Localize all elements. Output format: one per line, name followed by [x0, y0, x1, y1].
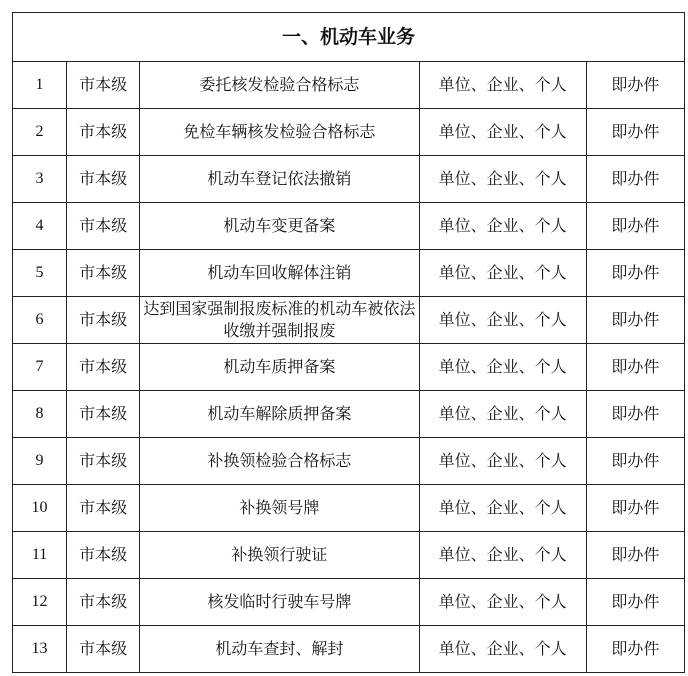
- row-level: 市本级: [67, 579, 140, 626]
- table-row: [13, 579, 685, 626]
- row-item-name: [140, 62, 419, 109]
- row-item-text: 补换领行驶证: [231, 545, 328, 564]
- row-applicant: 单位、企业、个人: [419, 626, 586, 673]
- row-item-text: 补换领号牌: [239, 498, 320, 517]
- row-number: 11: [13, 532, 67, 579]
- row-applicant: 单位、企业、个人: [419, 532, 586, 579]
- row-number: 7: [13, 344, 67, 391]
- row-item-text: 达到国家强制报废标准的机动车被依法收缴并强制报废: [143, 299, 416, 340]
- row-item-name: [140, 626, 419, 673]
- row-applicant: 单位、企业、个人: [419, 485, 586, 532]
- row-item-text: 核发临时行驶车号牌: [207, 592, 352, 611]
- row-number: 3: [13, 156, 67, 203]
- services-table-body: [13, 13, 685, 673]
- row-applicant: 单位、企业、个人: [419, 344, 586, 391]
- row-handling-type: 即办件: [586, 485, 684, 532]
- row-applicant: 单位、企业、个人: [419, 62, 586, 109]
- table-row: [13, 109, 685, 156]
- row-level: 市本级: [67, 203, 140, 250]
- row-applicant: 单位、企业、个人: [419, 250, 586, 297]
- row-item-text: 机动车解除质押备案: [207, 404, 352, 423]
- row-handling-type: 即办件: [586, 297, 684, 344]
- row-number: 6: [13, 297, 67, 344]
- row-item-name: [140, 203, 419, 250]
- row-handling-type: 即办件: [586, 156, 684, 203]
- row-number: 9: [13, 438, 67, 485]
- row-item-text: 机动车变更备案: [223, 216, 336, 235]
- table-row: [13, 203, 685, 250]
- table-row: [13, 485, 685, 532]
- row-handling-type: 即办件: [586, 532, 684, 579]
- row-item-name: [140, 438, 419, 485]
- row-item-name: [140, 391, 419, 438]
- row-applicant: 单位、企业、个人: [419, 391, 586, 438]
- row-level: 市本级: [67, 344, 140, 391]
- row-handling-type: 即办件: [586, 391, 684, 438]
- row-item-name: [140, 579, 419, 626]
- table-row: [13, 344, 685, 391]
- row-number: 4: [13, 203, 67, 250]
- row-level: 市本级: [67, 532, 140, 579]
- row-handling-type: 即办件: [586, 438, 684, 485]
- row-handling-type: 即办件: [586, 344, 684, 391]
- row-applicant: 单位、企业、个人: [419, 438, 586, 485]
- row-item-name: [140, 485, 419, 532]
- row-applicant: 单位、企业、个人: [419, 579, 586, 626]
- row-applicant: 单位、企业、个人: [419, 297, 586, 344]
- section-title: 一、机动车业务: [13, 13, 685, 62]
- row-item-text: 补换领检验合格标志: [207, 451, 352, 470]
- row-level: 市本级: [67, 391, 140, 438]
- row-item-text: 免检车辆核发检验合格标志: [183, 122, 376, 141]
- row-handling-type: 即办件: [586, 626, 684, 673]
- row-handling-type: 即办件: [586, 250, 684, 297]
- table-row: [13, 532, 685, 579]
- row-number: 5: [13, 250, 67, 297]
- row-level: 市本级: [67, 626, 140, 673]
- row-level: 市本级: [67, 485, 140, 532]
- row-item-name: [140, 297, 419, 344]
- row-level: 市本级: [67, 438, 140, 485]
- row-handling-type: 即办件: [586, 203, 684, 250]
- services-table: [12, 12, 685, 673]
- row-item-text: 机动车查封、解封: [215, 639, 344, 658]
- table-row: [13, 438, 685, 485]
- row-item-name: [140, 344, 419, 391]
- row-item-text: 委托核发检验合格标志: [199, 75, 360, 94]
- row-item-name: [140, 250, 419, 297]
- row-item-name: [140, 109, 419, 156]
- row-level: 市本级: [67, 297, 140, 344]
- row-level: 市本级: [67, 109, 140, 156]
- table-row: [13, 297, 685, 344]
- row-item-name: [140, 156, 419, 203]
- row-number: 13: [13, 626, 67, 673]
- row-level: 市本级: [67, 156, 140, 203]
- section-title-row: [13, 13, 685, 62]
- table-row: [13, 250, 685, 297]
- row-applicant: 单位、企业、个人: [419, 203, 586, 250]
- row-applicant: 单位、企业、个人: [419, 156, 586, 203]
- row-number: 12: [13, 579, 67, 626]
- row-level: 市本级: [67, 250, 140, 297]
- row-number: 8: [13, 391, 67, 438]
- row-item-name: [140, 532, 419, 579]
- table-row: [13, 156, 685, 203]
- row-level: 市本级: [67, 62, 140, 109]
- row-item-text: 机动车回收解体注销: [207, 263, 352, 282]
- row-handling-type: 即办件: [586, 62, 684, 109]
- row-number: 2: [13, 109, 67, 156]
- table-row: [13, 391, 685, 438]
- row-handling-type: 即办件: [586, 109, 684, 156]
- row-item-text: 机动车质押备案: [223, 357, 336, 376]
- table-row: [13, 62, 685, 109]
- row-applicant: 单位、企业、个人: [419, 109, 586, 156]
- row-number: 1: [13, 62, 67, 109]
- row-item-text: 机动车登记依法撤销: [207, 169, 352, 188]
- row-number: 10: [13, 485, 67, 532]
- row-handling-type: 即办件: [586, 579, 684, 626]
- table-row: [13, 626, 685, 673]
